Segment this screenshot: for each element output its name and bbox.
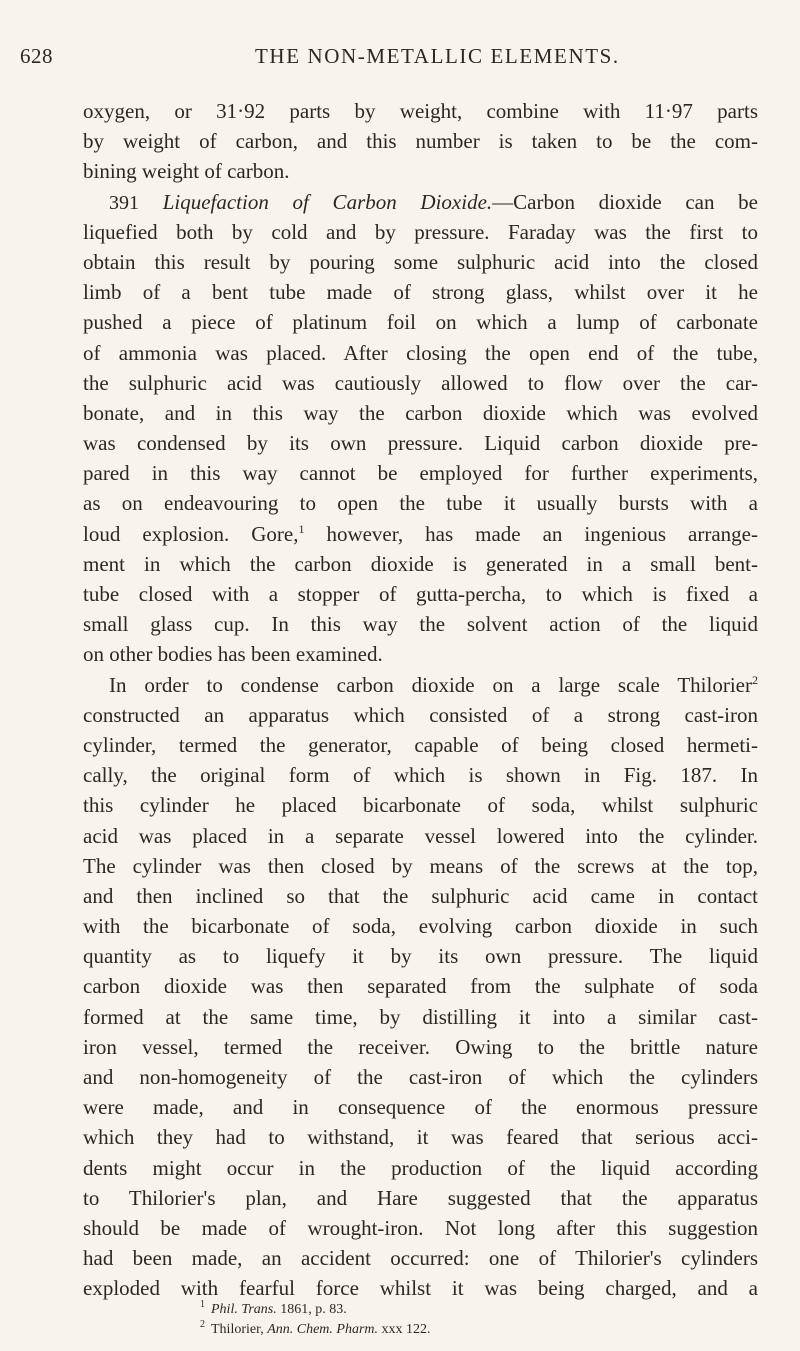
text-line: pushed a piece of platinum foil on which a lump of carbonate xyxy=(83,310,758,335)
footnote-ref: 1 xyxy=(298,521,305,536)
section-lead: —Carbon dioxide can be xyxy=(492,189,758,214)
text-line: which they had to withstand, it was feared that serious acci- xyxy=(83,1125,758,1150)
text-line: had been made, an accident occurred: one of Thilorier's cylinders xyxy=(83,1246,758,1271)
text-line: ment in which the carbon dioxide is generated in a small bent- xyxy=(83,551,758,576)
footnote xyxy=(200,1320,640,1340)
text-line: iron vessel, termed the receiver. Owing to the brittle nature xyxy=(83,1034,758,1059)
text-line: as on endeavouring to open the tube it usually bursts with a xyxy=(83,491,758,516)
section-heading-line xyxy=(83,187,758,217)
text-line: to Thilorier's plan, and Hare suggested that the apparatus xyxy=(83,1185,758,1210)
text-line: dents might occur in the production of the liquid according xyxy=(83,1155,758,1180)
text-line: with the bicarbonate of soda, evolving carbon dioxide in such xyxy=(83,914,758,939)
text-line: exploded with fearful force whilst it was being charged, and a xyxy=(83,1276,758,1301)
text-line: formed at the same time, by distilling it into a similar cast- xyxy=(83,1004,758,1029)
text-line: acid was placed in a separate vessel lowered into the cylinder. xyxy=(83,823,758,848)
text-line: on other bodies has been examined. xyxy=(83,642,383,667)
page-number: 628 xyxy=(20,44,53,68)
footnote-author: Thilorier, xyxy=(211,1322,268,1337)
footnote-ref: 2 xyxy=(752,672,758,687)
text-line: constructed an apparatus which consisted of a strong cast-iron xyxy=(83,702,758,727)
text-line: carbon dioxide was then separated from the sulphate of soda xyxy=(83,974,758,999)
text-line: tube closed with a stopper of gutta-percha, to which is fixed a xyxy=(83,582,758,606)
text-line: were made, and in consequence of the enormous pressure xyxy=(83,1095,758,1120)
text-line: this cylinder he placed bicarbonate of soda, whilst sulphuric xyxy=(83,793,758,818)
text-line: and non-homogeneity of the cast-iron of which the cylinders xyxy=(83,1065,758,1089)
text-line xyxy=(83,670,758,700)
footnote xyxy=(200,1300,640,1320)
text-line: pared in this way cannot be employed for further experiments, xyxy=(83,461,758,486)
footnote-detail: 1861, p. 83. xyxy=(276,1302,347,1317)
text-line: quantity as to liquefy it by its own pressure. The liquid xyxy=(83,944,758,969)
footnote-source: Ann. Chem. Pharm. xyxy=(267,1322,379,1337)
text-line: bonate, and in this way the carbon dioxide which was evolved xyxy=(83,400,758,425)
text-line: of ammonia was placed. After closing the open end of the tube, xyxy=(83,340,758,365)
text-line: the sulphuric acid was cautiously allowed to flow over the car- xyxy=(83,370,758,395)
footnote-detail: xxx 122. xyxy=(378,1322,431,1337)
text-line: by weight of carbon, and this number is taken to be the com- xyxy=(83,129,758,154)
gore-text-rest: however, has made an ingenious arrange- xyxy=(304,521,758,546)
text-line xyxy=(83,519,758,549)
text-line: and then inclined so that the sulphuric acid came in contact xyxy=(83,883,758,908)
text-line: bining weight of carbon. xyxy=(83,159,290,184)
text-line: liquefied both by cold and by pressure. Faraday was the first to xyxy=(83,219,758,244)
text-line: cylinder, termed the generator, capable of being closed hermeti- xyxy=(83,732,758,757)
text-line: was condensed by its own pressure. Liquid carbon dioxide pre- xyxy=(83,431,758,456)
text-line: The cylinder was then closed by means of the screws at the top, xyxy=(83,853,758,878)
text-line: small glass cup. In this way the solvent action of the liquid xyxy=(83,612,758,637)
text-line: cally, the original form of which is shown in Fig. 187. In xyxy=(83,763,758,788)
text-line: obtain this result by pouring some sulphuric acid into the closed xyxy=(83,249,758,274)
footnotes xyxy=(200,1300,640,1340)
gore-text: loud explosion. Gore, xyxy=(83,521,299,546)
section-title: Liquefaction of Carbon Dioxide. xyxy=(162,189,493,214)
text-line: limb of a bent tube made of strong glass, whilst over it he xyxy=(83,280,758,305)
body-text xyxy=(83,96,758,1304)
text-line: should be made of wrought-iron. Not long after this suggestion xyxy=(83,1215,758,1240)
footnote-source: Phil. Trans. xyxy=(211,1302,277,1317)
text-line: oxygen, or 31·92 parts by weight, combine with 11·97 parts xyxy=(83,99,758,123)
section-number: 391 xyxy=(109,191,139,214)
footnote-mark: 1 xyxy=(200,1299,205,1311)
footnote-mark: 2 xyxy=(200,1319,205,1331)
thilorier-text: In order to condense carbon dioxide on a large scale Thilorier xyxy=(109,672,752,697)
running-title: THE NON-METALLIC ELEMENTS. xyxy=(255,44,620,68)
